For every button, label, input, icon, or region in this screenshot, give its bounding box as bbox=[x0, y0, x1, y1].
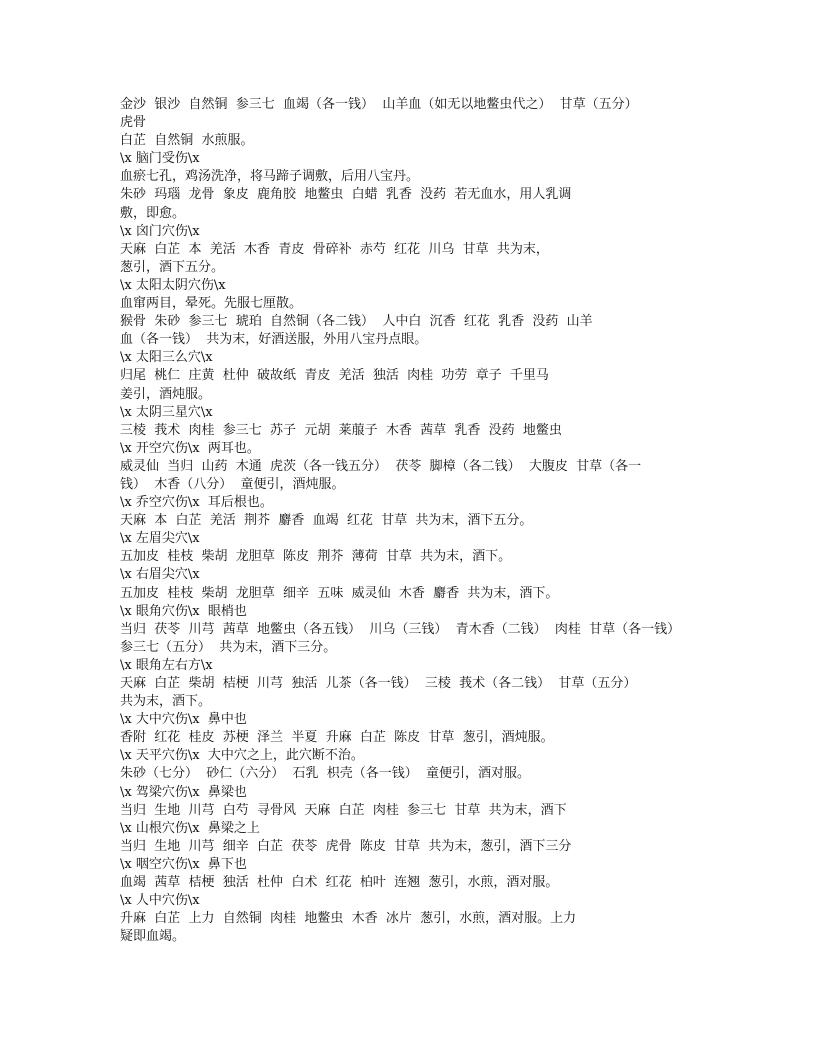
text-line: 朱砂（七分） 砂仁（六分） 石乳 枳壳（各一钱） 童便引，酒对服。 bbox=[120, 766, 531, 782]
text-line: 敷，即愈。 bbox=[120, 205, 186, 221]
text-line: 血窜两目，晕死。先服七厘散。 bbox=[120, 296, 303, 312]
text-line: 猴骨 朱砂 参三七 琥珀 自然铜（各二钱） 人中白 沉香 红花 乳香 没药 山羊 bbox=[120, 314, 593, 330]
text-line: \x 左眉尖穴\x bbox=[120, 531, 200, 547]
text-line: 朱砂 玛瑙 龙骨 象皮 鹿角胶 地鳖虫 白蜡 乳香 没药 若无血水，用人乳调 bbox=[120, 187, 572, 203]
text-line: 钱） 木香（八分） 童便引，酒炖服。 bbox=[120, 476, 345, 492]
text-line: 血竭 茜草 桔梗 独活 杜仲 白术 红花 柏叶 连翘 葱引，水煎，酒对服。 bbox=[120, 875, 559, 891]
text-line: 金沙 银沙 自然铜 参三七 血竭（各一钱） 山羊血（如无以地鳖虫代之） 甘草（五分） bbox=[120, 97, 638, 112]
text-line: \x 人中穴伤\x bbox=[120, 893, 200, 909]
text-line: 升麻 白芷 上力 自然铜 肉桂 地鳖虫 木香 冰片 葱引，水煎，酒对服。上力 bbox=[120, 911, 577, 927]
text-line: 白芷 自然铜 水煎服。 bbox=[120, 133, 254, 149]
text-line: 共为末，酒下。 bbox=[120, 694, 212, 710]
text-line: \x 太阴三星穴\x bbox=[120, 404, 213, 420]
text-line: \x 驾梁穴伤\x 鼻梁也 bbox=[120, 784, 247, 800]
text-line: 天麻 本 白芷 羌活 荆芥 麝香 血竭 红花 甘草 共为末，酒下五分。 bbox=[120, 513, 533, 529]
text-line: 葱引，酒下五分。 bbox=[120, 259, 225, 275]
text-line: \x 开空穴伤\x 两耳也。 bbox=[120, 440, 260, 456]
text-line: \x 眼角穴伤\x 眼梢也 bbox=[120, 603, 247, 619]
text-line: 参三七（五分） 共为末，酒下三分。 bbox=[120, 639, 337, 655]
text-line: 天麻 白芷 本 羌活 木香 青皮 骨碎补 赤芍 红花 川乌 甘草 共为末， bbox=[120, 241, 549, 257]
text-line: 威灵仙 当归 山药 木通 虎茨（各一钱五分） 茯苓 脚樟（各二钱） 大腹皮 甘草（各一 bbox=[120, 458, 642, 474]
text-line: 天麻 白芷 柴胡 桔梗 川芎 独活 儿茶（各一钱） 三棱 莪术（各二钱） 甘草（五分） bbox=[120, 676, 637, 691]
text-line: \x 咽空穴伤\x 鼻下也 bbox=[120, 856, 247, 872]
text-line: \x 山根穴伤\x 鼻梁之上 bbox=[120, 820, 260, 836]
text-line: 五加皮 桂枝 柴胡 龙胆草 陈皮 荆芥 薄荷 甘草 共为末，酒下。 bbox=[120, 549, 512, 565]
text-line: 当归 生地 川芎 细辛 白芷 茯苓 虎骨 陈皮 甘草 共为末，葱引，酒下三分 bbox=[120, 838, 572, 854]
text-line: 疑即血竭。 bbox=[120, 929, 186, 945]
document-body bbox=[120, 96, 720, 946]
text-line: \x 太阳三么穴\x bbox=[120, 350, 213, 366]
text-line: \x 右眉尖穴\x bbox=[120, 567, 200, 583]
text-line: 香附 红花 桂皮 苏梗 泽兰 半夏 升麻 白芷 陈皮 甘草 葱引，酒炖服。 bbox=[120, 730, 554, 746]
text-line: \x 大中穴伤\x 鼻中也 bbox=[120, 712, 247, 728]
text-line: 血（各一钱） 共为末，好酒送服，外用八宝丹点眼。 bbox=[120, 332, 428, 348]
text-line: 姜引，酒炖服。 bbox=[120, 386, 212, 402]
text-line: 当归 茯苓 川芎 茜草 地鳖虫（各五钱） 川乌（三钱） 青木香（二钱） 肉桂 甘草（各一钱） bbox=[120, 621, 681, 637]
text-line: \x 天平穴伤\x 大中穴之上，此穴断不治。 bbox=[120, 748, 364, 764]
text-line: \x 囟门穴伤\x bbox=[120, 223, 200, 239]
text-line: 三棱 莪术 肉桂 参三七 苏子 元胡 莱菔子 木香 茜草 乳香 没药 地鳖虫 bbox=[120, 422, 562, 438]
text-line: \x 眼角左右方\x bbox=[120, 657, 213, 673]
text-line: \x 脑门受伤\x bbox=[120, 151, 200, 167]
text-line: \x 太阳太阴穴伤\x bbox=[120, 277, 226, 293]
text-line: 五加皮 桂枝 柴胡 龙胆草 细辛 五味 威灵仙 木香 麝香 共为末，酒下。 bbox=[120, 585, 559, 601]
text-line: \x 乔空穴伤\x 耳后根也。 bbox=[120, 495, 273, 511]
text-line: 虎骨 bbox=[120, 115, 147, 131]
text-line: 归尾 桃仁 庄黄 杜仲 破故纸 青皮 羌活 独活 肉桂 功劳 章子 千里马 bbox=[120, 368, 549, 384]
text-line: 血瘀七孔，鸡汤洗净，将马蹄子调敷，后用八宝丹。 bbox=[120, 169, 420, 185]
text-line: 当归 生地 川芎 白芍 寻骨风 天麻 白芷 肉桂 参三七 甘草 共为末，酒下 bbox=[120, 802, 567, 818]
